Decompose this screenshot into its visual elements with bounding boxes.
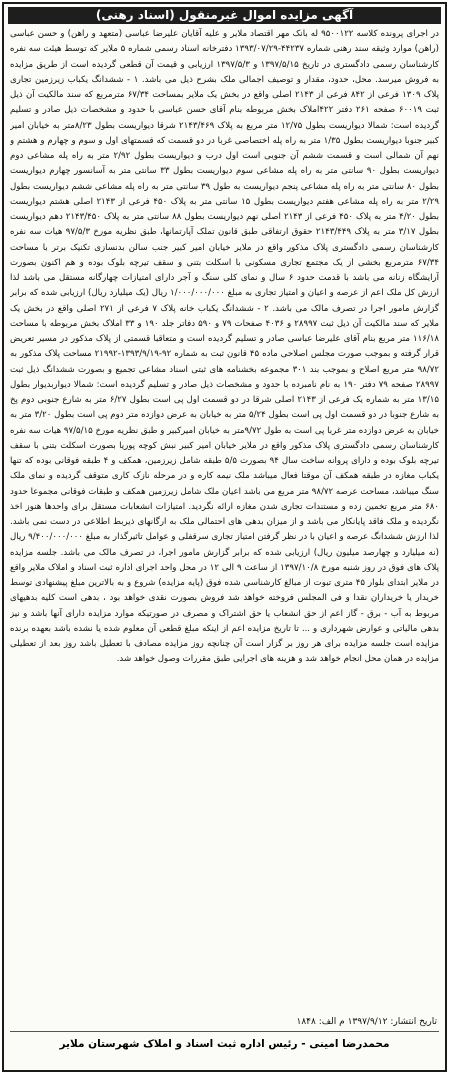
notice-body: در اجرای پرونده کلاسه ۹۵۰۰۱۲۲ له بانک مهر اقتصاد ملایر و علیه آقایان علیرضا عباسی (متعهد و راهن) و حسن عباسی (راهن) موارد وثیقه سند رهنی شماره ۴۴۲۳۷-۱۳۹۳/۰۷/۲۹ دفترخانه اسناد رسمی شماره ۵ ملایر که توسط هیئت سه نفره کارشناسان رسمی دادگستری در تاریخ ۱۳۹۷/۵/۱۵ و ۱۳۹۷/۵/۳ ارزیابی و قیمت آن قطعی گردیده است از طریق مزایده به فروش میرسد. محل، حدود، مقدار و توصیف اجمالی ملک بشرح ذیل می باشد. ۱ - ششدانگ یکباب زیرزمین تجاری پلاک ۱۳۰۹ فرعی از ۸۴۲ فرعی از ۲۱۴۳ اصلی واقع در بخش یک ملایر بمساحت ۶۷/۳۴ مترمربع که سند مالکیت آن ذیل ثبت ۶۰۰۱۹ صفحه ۲۶۱ دفتر ۴۲۲املاک بخش مربوطه بنام آقای حسن عباسی با حدود و مشخصات ذیل صادر و تسلیم گردیده است: شمالا دیواریست بطول ۱۲/۷۵ متر مربع به پلاک ۲۱۴۳/۴۶۹ شرقا دیواریست بطول ۸/۲۳متر به خیابان امیر کبیر جنوبا دیواریست بطول ۱/۳۵ متر به راه پله اختصاصی غربا در دو قسمت که قسمتهای اول و سوم و چهارم و هشتم و نهم آن شمالی است و قسمت ششم آن جنوبی است اول درب و دیواریست بطول ۲/۹۲ متر به راه پله مشاعی دوم دیواریست بطول ۹۰ سانتی متر به راه پله مشاعی سوم دیواریست بطول ۳۳ سانتی متر به آسانسور چهارم دیواریست بطول ۸۰ سانتی متر به راه پله مشاعی پنجم دیواریست به طول ۳۹ سانتی متر به راه پله مشاعی ششم دیواریست بطول ۲/۲۹ متر به راه پله مشاعی هفتم دیواریست بطول ۱۵ سانتی متر به پلاک ۴۵۰ فرعی از ۲۱۴۳ اصلی هشتم دیواریست بطول ۴/۲۰ متر به پلاک ۴۵۰ فرعی از ۲۱۴۳ اصلی نهم دیواریست بطول ۸۸ سانتی متر به پلاک ۲۱۴۳/۴۵۰ دهم دیواریست بطول ۳/۱۷ متر به پلاک ۲۱۴۳/۴۴۹ حقوق ارتفاقی طبق قانون تملک آپارتمانها، طبق نظریه مورخ ۹۷/۵/۳ هیات سه نفره کارشناسان رسمی دادگستری پلاک مذکور واقع در ملایر خیابان امیر کبیر جنب سالن بدنسازی تکنیک برتر با مساحت ۶۷/۳۴ مترمربع بخشی از یک مجتمع تجاری مسکونی با اسکلت بتنی و سقف تیرچه بلوک بوده و هم اکنون بصورت آرایشگاه زنانه می باشد با قدمت حدود ۶ سال و نمای کلی سنگ و آجر دارای امتیازات چهارگانه مستقل می باشد لذا ارزش کل ملک اعم از عرصه و اعیان و امتیاز تجاری به مبلغ ۱/۰۰۰/۰۰۰/۰۰۰ ریال (یک میلیارد ریال) ارزیابی شده که برابر گزارش مامور اجرا در تصرف مالک می باشد. ۲ - ششدانگ یکباب خانه پلاک ۷ فرعی از ۲۷۱ اصلی واقع در بخش یک ملایر که سند مالکیت آن ذیل ثبت ۲۸۹۹۷ و ۴۰۳۶ صفحات ۷۹ و ۵۹۰ دفاتر جلد ۱۹۰ و ۳۳ املاک بخش مربوطه با مساحت ۱۱۶/۱۸ متر مربع بنام آقای علیرضا عباسی صادر و تسلیم گردیده است و متعاقبا قسمتی از پلاک مذکور در مسیر تعریض قرار گرفته و بموجب صورت مجلس اصلاحی ماده ۴۵ قانون ثبت به شماره ۹۲-۱۳۹۳/۹/۱۹-۲۱۹۹۲ مساحت پلاک مذکور به ۹۸/۷۲ متر مربع اصلاح و بموجب بند ۳۰۱ مجموعه بخشنامه های ثبتی اسناد مشاعی تجمیع و بصورت ششدانگ ذیل ثبت ۲۸۹۹۷ صفحه ۷۹ دفتر ۱۹۰ به نام نامبرده با حدود و مشخصات ذیل صادر و تسلیم گردیده است: شمالا دیواربدیوار بطول ۱۳/۱۵ متر به شماره یک فرعی از ۲۱۴۳ اصلی شرقا در دو قسمت اول پی است بطول ۶/۲۷ متر به شارع جنوبی دوم پخ به شارع جنوبا در دو قسمت اول پی است بطول ۵/۲۴ متر به خیابان به عرض دوازده متر دوم پی است بطول ۳/۲۰ متر به خیابان به عرض دوازده متر غربا پی است به طول ۹/۷۲متر به خیابان امیرکبیر و طبق نظریه مورخ ۹۷/۵/۱۵ هیات سه نفره کارشناسان رسمی دادگستری پلاک مذکور واقع در ملایر خیابان امیر کبیر نبش کوچه پوریا بصورت اسکلت بتنی با سقف تیرچه بلوک بوده و دارای پروانه ساخت سال ۹۴ بصورت ۵/۵ طبقه شامل زیرزمین، همکف و ۴ طبقه فوقانی بوده که تنها یکباب مغازه در طبقه همکف آن موقتا فعال میباشد ملک نیمه کاره و در مرحله نازک کاری متوقف گردیده و نمای ملک سنگ میباشد، مساحت عرصه ۹۸/۷۲ متر مربع می باشد اعیان ملک شامل زیرزمین همکف و طبقات فوقانی مجموعا حدود ۶۸۰ متر مربع تخمین زده و مستندات تجاری شدن مغازه ارائه نگردید. امتیازات انشعابات مستقل برای واحدها هنوز اخذ نگردیده و ملک فاقد پایانکار می باشد و از میزان بدهی های احتمالی ملک به ارگانهای ذیربط اطلاعی در دست نمی باشد. لذا ارزش ششدانگ عرصه و اعیان با در نظر گرفتن امتیاز تجاری سرقفلی و عوامل تاثیرگذار به مبلغ ۹/۴۰۰/۰۰۰/۰۰۰ ریال (نه میلیارد و چهارصد میلیون ریال) ارزیابی شده که برابر گزارش مامور اجرا، در تصرف مالک می باشد. جلسه مزایده پلاک های فوق در روز شنبه مورخ ۱۳۹۷/۱۰/۸ از ساعت ۹ الی ۱۲ در محل واحد اجرای اداره ثبت اسناد و املاک ملایر واقع در ملایر ابتدای بلوار ۴۵ متری تبوت از مبالغ کارشناسی شده فوق (پایه مزایده) شروع و به بالاترین مبلغ پیشنهادی توسط خریدار یا خریداران نقدا و فی المجلس فروخته خواهد شد فروش بصورت نقدی خواهد بود ، بدهی است کلیه بدهیهای مربوط به آب - برق - گاز اعم از حق انشعاب یا حق اشتراک و مصرف در صورتیکه موارد مزایده دارای آنها باشد و نیز بدهی مالیاتی و عوارض شهرداری و ... تا تاریخ مزایده اعم از اینکه مبلغ قطعی آن معلوم شده یا نشده باشد بعهده برنده مزایده است جلسه مزایده برای هر روز بر گزار است آن چنانچه روز مزایده مصادف با تعطیل باشد روز بعد از تعطیلی مزایده در همان محل انجام خواهد شد و هزینه های اجرایی طبق مقررات وصول خواهد شد. — [10, 29, 439, 665]
notice-title: آگهی مزایده اموال غیرمنقول (اسناد رهنی) — [8, 7, 441, 24]
publication-date: تاریخ انتشار: ۱۳۹۷/۹/۱۲ م الف: ۱۸۴۸ — [296, 1017, 437, 1027]
auction-notice — [2, 2, 447, 1072]
signature-line: محمدرضا امینی - رئیس اداره ثبت اسناد و املاک شهرستان ملایر — [10, 1031, 439, 1056]
